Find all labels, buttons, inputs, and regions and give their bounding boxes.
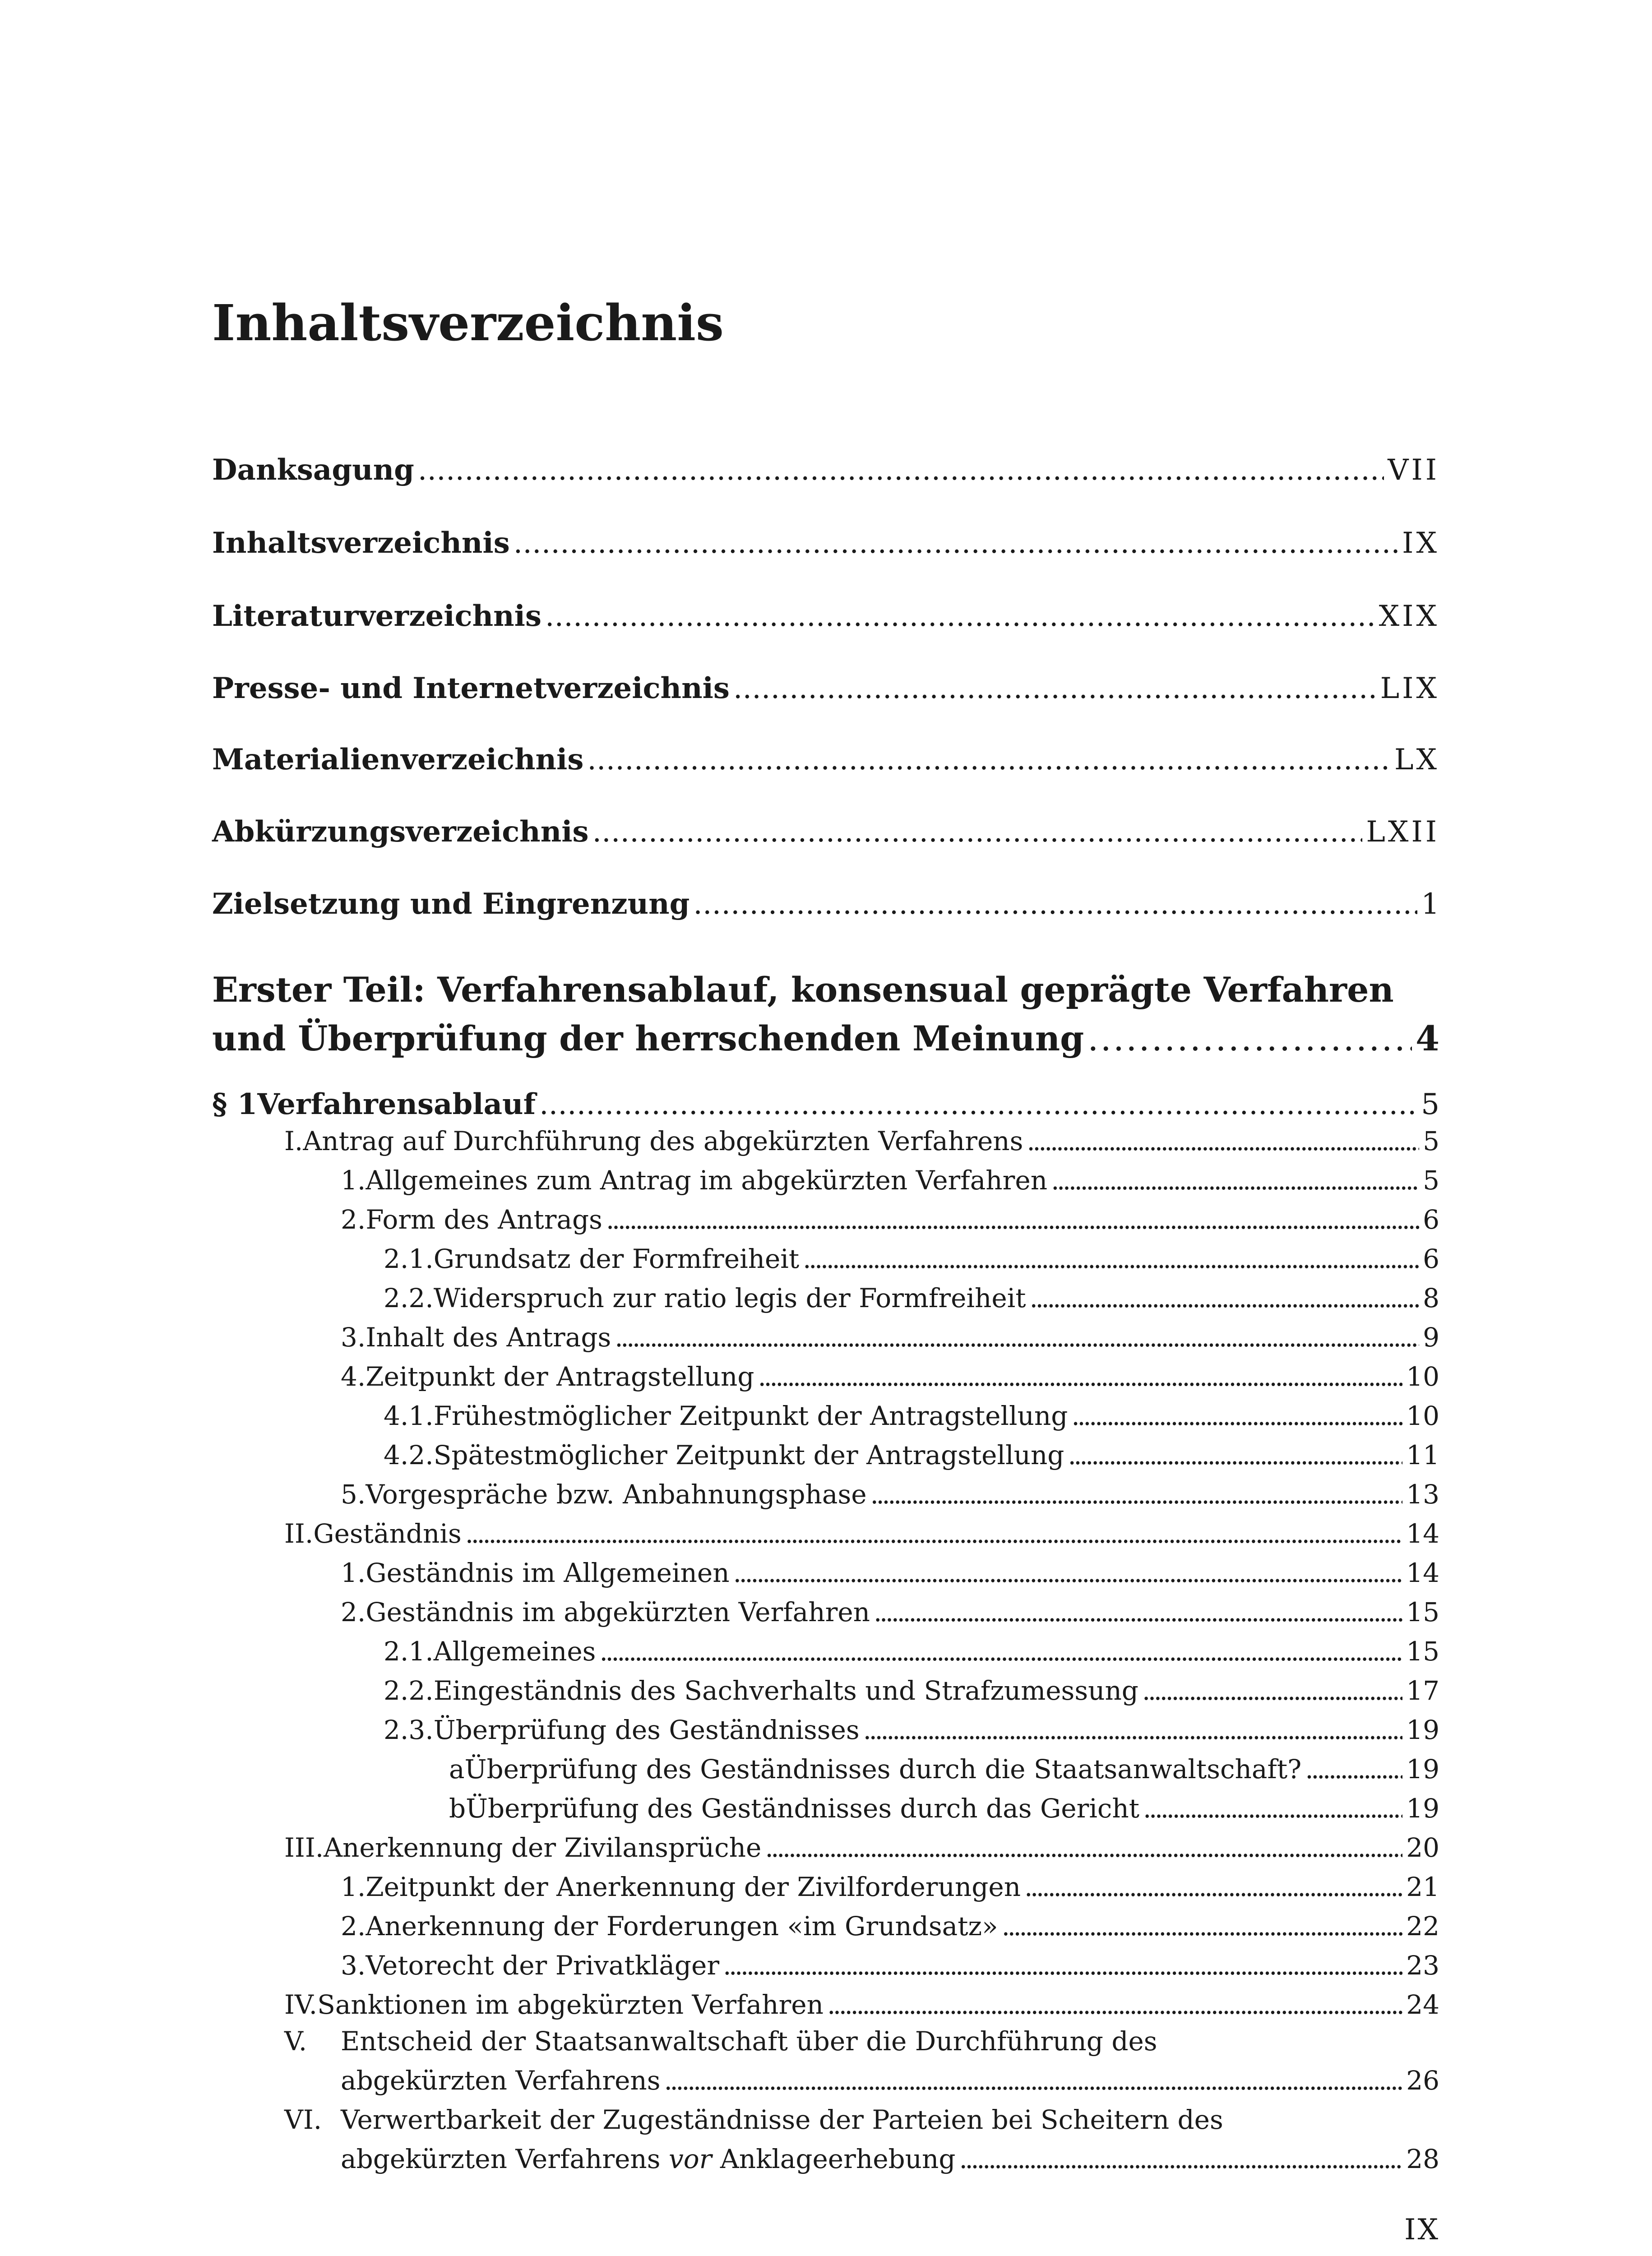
page-title: Inhaltsverzeichnis: [212, 294, 724, 352]
entry-number: 4.1.: [384, 1401, 434, 1431]
toc-entry[interactable]: [341, 1599, 1439, 1625]
entry-label: Vetorecht der Privatkläger: [366, 1950, 720, 1981]
dot-leader: [592, 818, 1363, 846]
entry-label: Anerkennung der Forderungen «im Grundsatz»: [366, 1911, 998, 1942]
part-heading-line2: und Überprüfung der herrschenden Meinung: [212, 1018, 1084, 1059]
dot-leader: [599, 1638, 1402, 1664]
dot-leader: [1087, 1014, 1412, 1063]
toc-entry-page: XIX: [1379, 600, 1439, 633]
dot-leader: [1142, 1678, 1402, 1704]
toc-entry[interactable]: [384, 1246, 1439, 1272]
section-entry[interactable]: [212, 1087, 1439, 1121]
toc-entry-literaturverzeichnis[interactable]: [212, 599, 1439, 633]
entry-label: Widerspruch zur ratio legis der Formfreiheit: [433, 1283, 1026, 1313]
dot-leader: [827, 1992, 1402, 2018]
part-heading-page: 4: [1416, 1018, 1439, 1059]
entry-number: 2.: [341, 1204, 366, 1235]
entry-label-line2: [341, 2144, 956, 2174]
toc-entry-label: Materialienverzeichnis: [212, 743, 584, 777]
dot-leader: [465, 1521, 1402, 1547]
dot-leader: [733, 1560, 1403, 1586]
entry-number: 3.: [341, 1322, 366, 1353]
entry-label: Inhalt des Antrags: [366, 1322, 611, 1353]
toc-entry[interactable]: [449, 1793, 1439, 1824]
toc-entry-danksagung[interactable]: [212, 453, 1439, 487]
entry-label-line1: Verwertbarkeit der Zugeständnisse der Parteien bei Scheitern des: [341, 2104, 1223, 2135]
dot-leader: [418, 456, 1384, 485]
toc-entry-label: Zielsetzung und Eingrenzung: [212, 887, 690, 921]
toc-entry[interactable]: [449, 1756, 1439, 1782]
entry-page: 20: [1406, 1832, 1439, 1863]
entry-label: Anerkennung der Zivilansprüche: [324, 1832, 762, 1863]
entry-label-line2-b: Anklageerhebung: [712, 2144, 956, 2174]
toc-entry-page: LXII: [1366, 815, 1439, 849]
entry-number: 2.2.: [384, 1283, 434, 1313]
entry-page: 14: [1406, 1518, 1439, 1549]
entry-number: 3.: [341, 1950, 366, 1981]
toc-entry[interactable]: [341, 1165, 1439, 1196]
entry-number: 2.: [341, 1911, 366, 1942]
entry-label-line1: Entscheid der Staatsanwaltschaft über die Durchführung des: [341, 2026, 1157, 2057]
entry-page: 6: [1423, 1204, 1439, 1235]
toc-entry[interactable]: [384, 1717, 1439, 1743]
entry-page: 5: [1423, 1126, 1439, 1156]
entry-page: 14: [1406, 1558, 1439, 1588]
toc-entry[interactable]: [384, 1675, 1439, 1706]
part-heading-line1: Erster Teil: Verfahrensablauf, konsensual geprägte Verfahren: [212, 970, 1394, 1010]
dot-leader: [1071, 1403, 1402, 1429]
dot-leader: [1024, 1874, 1402, 1900]
dot-leader: [664, 2065, 1403, 2096]
toc-entry[interactable]: [384, 1285, 1439, 1311]
entry-number: 4.2.: [384, 1440, 434, 1470]
entry-number: III.: [284, 1832, 324, 1863]
dot-leader: [959, 2144, 1403, 2174]
toc-entry-label: Presse- und Internetverzeichnis: [212, 671, 730, 705]
dot-leader: [765, 1835, 1402, 1861]
toc-entry-page: VII: [1388, 453, 1439, 487]
part-heading[interactable]: [212, 966, 1439, 1063]
dot-leader: [1305, 1756, 1402, 1782]
dot-leader: [874, 1599, 1402, 1625]
entry-number: IV.: [284, 1989, 318, 2020]
toc-entry[interactable]: [284, 1989, 1439, 2020]
entry-number: 5.: [341, 1479, 366, 1510]
dot-leader: [758, 1364, 1402, 1390]
entry-label: Überprüfung des Geständnisses durch das Gericht: [466, 1793, 1140, 1824]
toc-entry-page: 1: [1421, 888, 1439, 921]
dot-leader: [803, 1246, 1419, 1272]
toc-entry[interactable]: [284, 1128, 1439, 1154]
entry-label: Eingeständnis des Sachverhalts und Strafzumessung: [433, 1675, 1138, 1706]
entry-label-line2: abgekürzten Verfahrens: [341, 2065, 661, 2096]
toc-entry-label: Danksagung: [212, 453, 414, 487]
toc-entry[interactable]: [384, 1636, 1439, 1667]
dot-leader: [870, 1481, 1403, 1507]
dot-leader: [514, 529, 1398, 558]
entry-number: 1.: [341, 1165, 366, 1196]
dot-leader: [1030, 1285, 1420, 1311]
entry-page: 17: [1406, 1675, 1439, 1706]
toc-entry-label: Abkürzungsverzeichnis: [212, 815, 589, 849]
entry-label: Überprüfung des Geständnisses durch die Staatsanwaltschaft?: [464, 1754, 1302, 1784]
entry-number: II.: [284, 1518, 314, 1549]
entry-label: Vorgespräche bzw. Anbahnungsphase: [366, 1479, 867, 1510]
entry-label: Zeitpunkt der Anerkennung der Zivilforderungen: [366, 1872, 1021, 1902]
entry-label: Geständnis im Allgemeinen: [366, 1558, 730, 1588]
toc-entry[interactable]: [284, 1518, 1439, 1549]
dot-leader: [606, 1207, 1419, 1233]
entry-page: 13: [1406, 1479, 1439, 1510]
toc-entry[interactable]: [284, 1832, 1439, 1863]
entry-number: V.: [284, 2026, 307, 2057]
dot-leader: [539, 1088, 1417, 1121]
entry-number: 2.: [341, 1597, 366, 1627]
entry-number: I.: [284, 1126, 303, 1156]
toc-entry-materialienverzeichnis[interactable]: [212, 743, 1439, 777]
toc-entry[interactable]: [341, 1911, 1439, 1942]
section-label: Verfahrensablauf: [257, 1087, 536, 1121]
dot-leader: [723, 1952, 1402, 1979]
dot-leader: [545, 602, 1375, 631]
entry-page: 15: [1406, 1636, 1439, 1667]
section-page: 5: [1421, 1088, 1439, 1121]
entry-number: 4.: [341, 1361, 366, 1392]
toc-entry[interactable]: [341, 1322, 1439, 1353]
entry-label-line2-a: abgekürzten Verfahrens: [341, 2144, 669, 2174]
toc-entry[interactable]: [341, 1361, 1439, 1392]
entry-page: 26: [1406, 2065, 1439, 2096]
entry-page: 10: [1406, 1401, 1439, 1431]
entry-label: Form des Antrags: [366, 1204, 602, 1235]
entry-number: 2.3.: [384, 1715, 434, 1745]
entry-label: Zeitpunkt der Antragstellung: [366, 1361, 754, 1392]
toc-entry[interactable]: [341, 1204, 1439, 1235]
dot-leader: [863, 1717, 1403, 1743]
entry-page: 21: [1406, 1872, 1439, 1902]
entry-label: Überprüfung des Geständnisses: [433, 1715, 860, 1745]
toc-entry[interactable]: [341, 1479, 1439, 1510]
entry-label: Allgemeines zum Antrag im abgekürzten Verfahren: [366, 1165, 1048, 1196]
entry-page: 24: [1406, 1989, 1439, 2020]
entry-number: 1.: [341, 1558, 366, 1588]
dot-leader: [733, 674, 1377, 703]
dot-leader: [587, 745, 1391, 774]
toc-entry-multiline[interactable]: [284, 2104, 1439, 2183]
toc-entry-multiline[interactable]: [284, 2026, 1439, 2104]
dot-leader: [1068, 1442, 1402, 1468]
toc-entry-page: LX: [1394, 743, 1439, 777]
toc-entry-page: LIX: [1380, 672, 1439, 705]
entry-page: 11: [1406, 1440, 1439, 1470]
toc-entry-presseverzeichnis[interactable]: [212, 671, 1439, 705]
entry-page: 15: [1406, 1597, 1439, 1627]
entry-label: Spätestmöglicher Zeitpunkt der Antragstellung: [433, 1440, 1064, 1470]
toc-entry-zielsetzung[interactable]: [212, 887, 1439, 921]
entry-label: Allgemeines: [433, 1636, 596, 1667]
toc-entry[interactable]: [341, 1952, 1439, 1979]
entry-label: Frühestmöglicher Zeitpunkt der Antragstellung: [433, 1401, 1068, 1431]
toc-entry[interactable]: [341, 1560, 1439, 1586]
toc-entry-abkuerzungsverzeichnis[interactable]: [212, 815, 1439, 849]
entry-page: 5: [1423, 1165, 1439, 1196]
toc-entry[interactable]: [341, 1874, 1439, 1900]
toc-entry-label: Inhaltsverzeichnis: [212, 526, 510, 560]
toc-entry-label: Literaturverzeichnis: [212, 599, 541, 633]
entry-label: Sanktionen im abgekürzten Verfahren: [317, 1989, 824, 2020]
entry-number: 2.1.: [384, 1636, 434, 1667]
page-number: IX: [1404, 2213, 1440, 2247]
entry-number: a: [449, 1754, 465, 1784]
entry-label: Antrag auf Durchführung des abgekürzten Verfahrens: [303, 1126, 1023, 1156]
toc-entry[interactable]: [384, 1403, 1439, 1429]
entry-page: 28: [1406, 2144, 1439, 2174]
entry-page: 19: [1406, 1715, 1439, 1745]
entry-number: 2.1.: [384, 1244, 434, 1274]
toc-entry-inhaltsverzeichnis[interactable]: [212, 526, 1439, 560]
dot-leader: [1027, 1128, 1419, 1154]
dot-leader: [1051, 1167, 1419, 1193]
entry-label-line2-emphasis: vor: [668, 2144, 712, 2174]
dot-leader: [1002, 1913, 1403, 1939]
entry-number: VI.: [284, 2104, 322, 2135]
toc-entry[interactable]: [384, 1442, 1439, 1468]
toc-entry-page: IX: [1402, 527, 1439, 560]
entry-page: 19: [1406, 1754, 1439, 1784]
entry-number: 1.: [341, 1872, 366, 1902]
entry-label: Geständnis: [313, 1518, 462, 1549]
entry-page: 9: [1423, 1322, 1439, 1353]
dot-leader: [1143, 1795, 1402, 1821]
entry-label: Grundsatz der Formfreiheit: [433, 1244, 800, 1274]
section-number: § 1: [212, 1087, 258, 1121]
entry-page: 10: [1406, 1361, 1439, 1392]
entry-page: 8: [1423, 1283, 1439, 1313]
entry-page: 19: [1406, 1793, 1439, 1824]
entry-number: b: [449, 1793, 466, 1824]
dot-leader: [615, 1324, 1419, 1350]
entry-label: Geständnis im abgekürzten Verfahren: [366, 1597, 870, 1627]
entry-page: 22: [1406, 1911, 1439, 1942]
entry-page: 6: [1423, 1244, 1439, 1274]
dot-leader: [693, 890, 1417, 919]
entry-number: 2.2.: [384, 1675, 434, 1706]
entry-page: 23: [1406, 1950, 1439, 1981]
